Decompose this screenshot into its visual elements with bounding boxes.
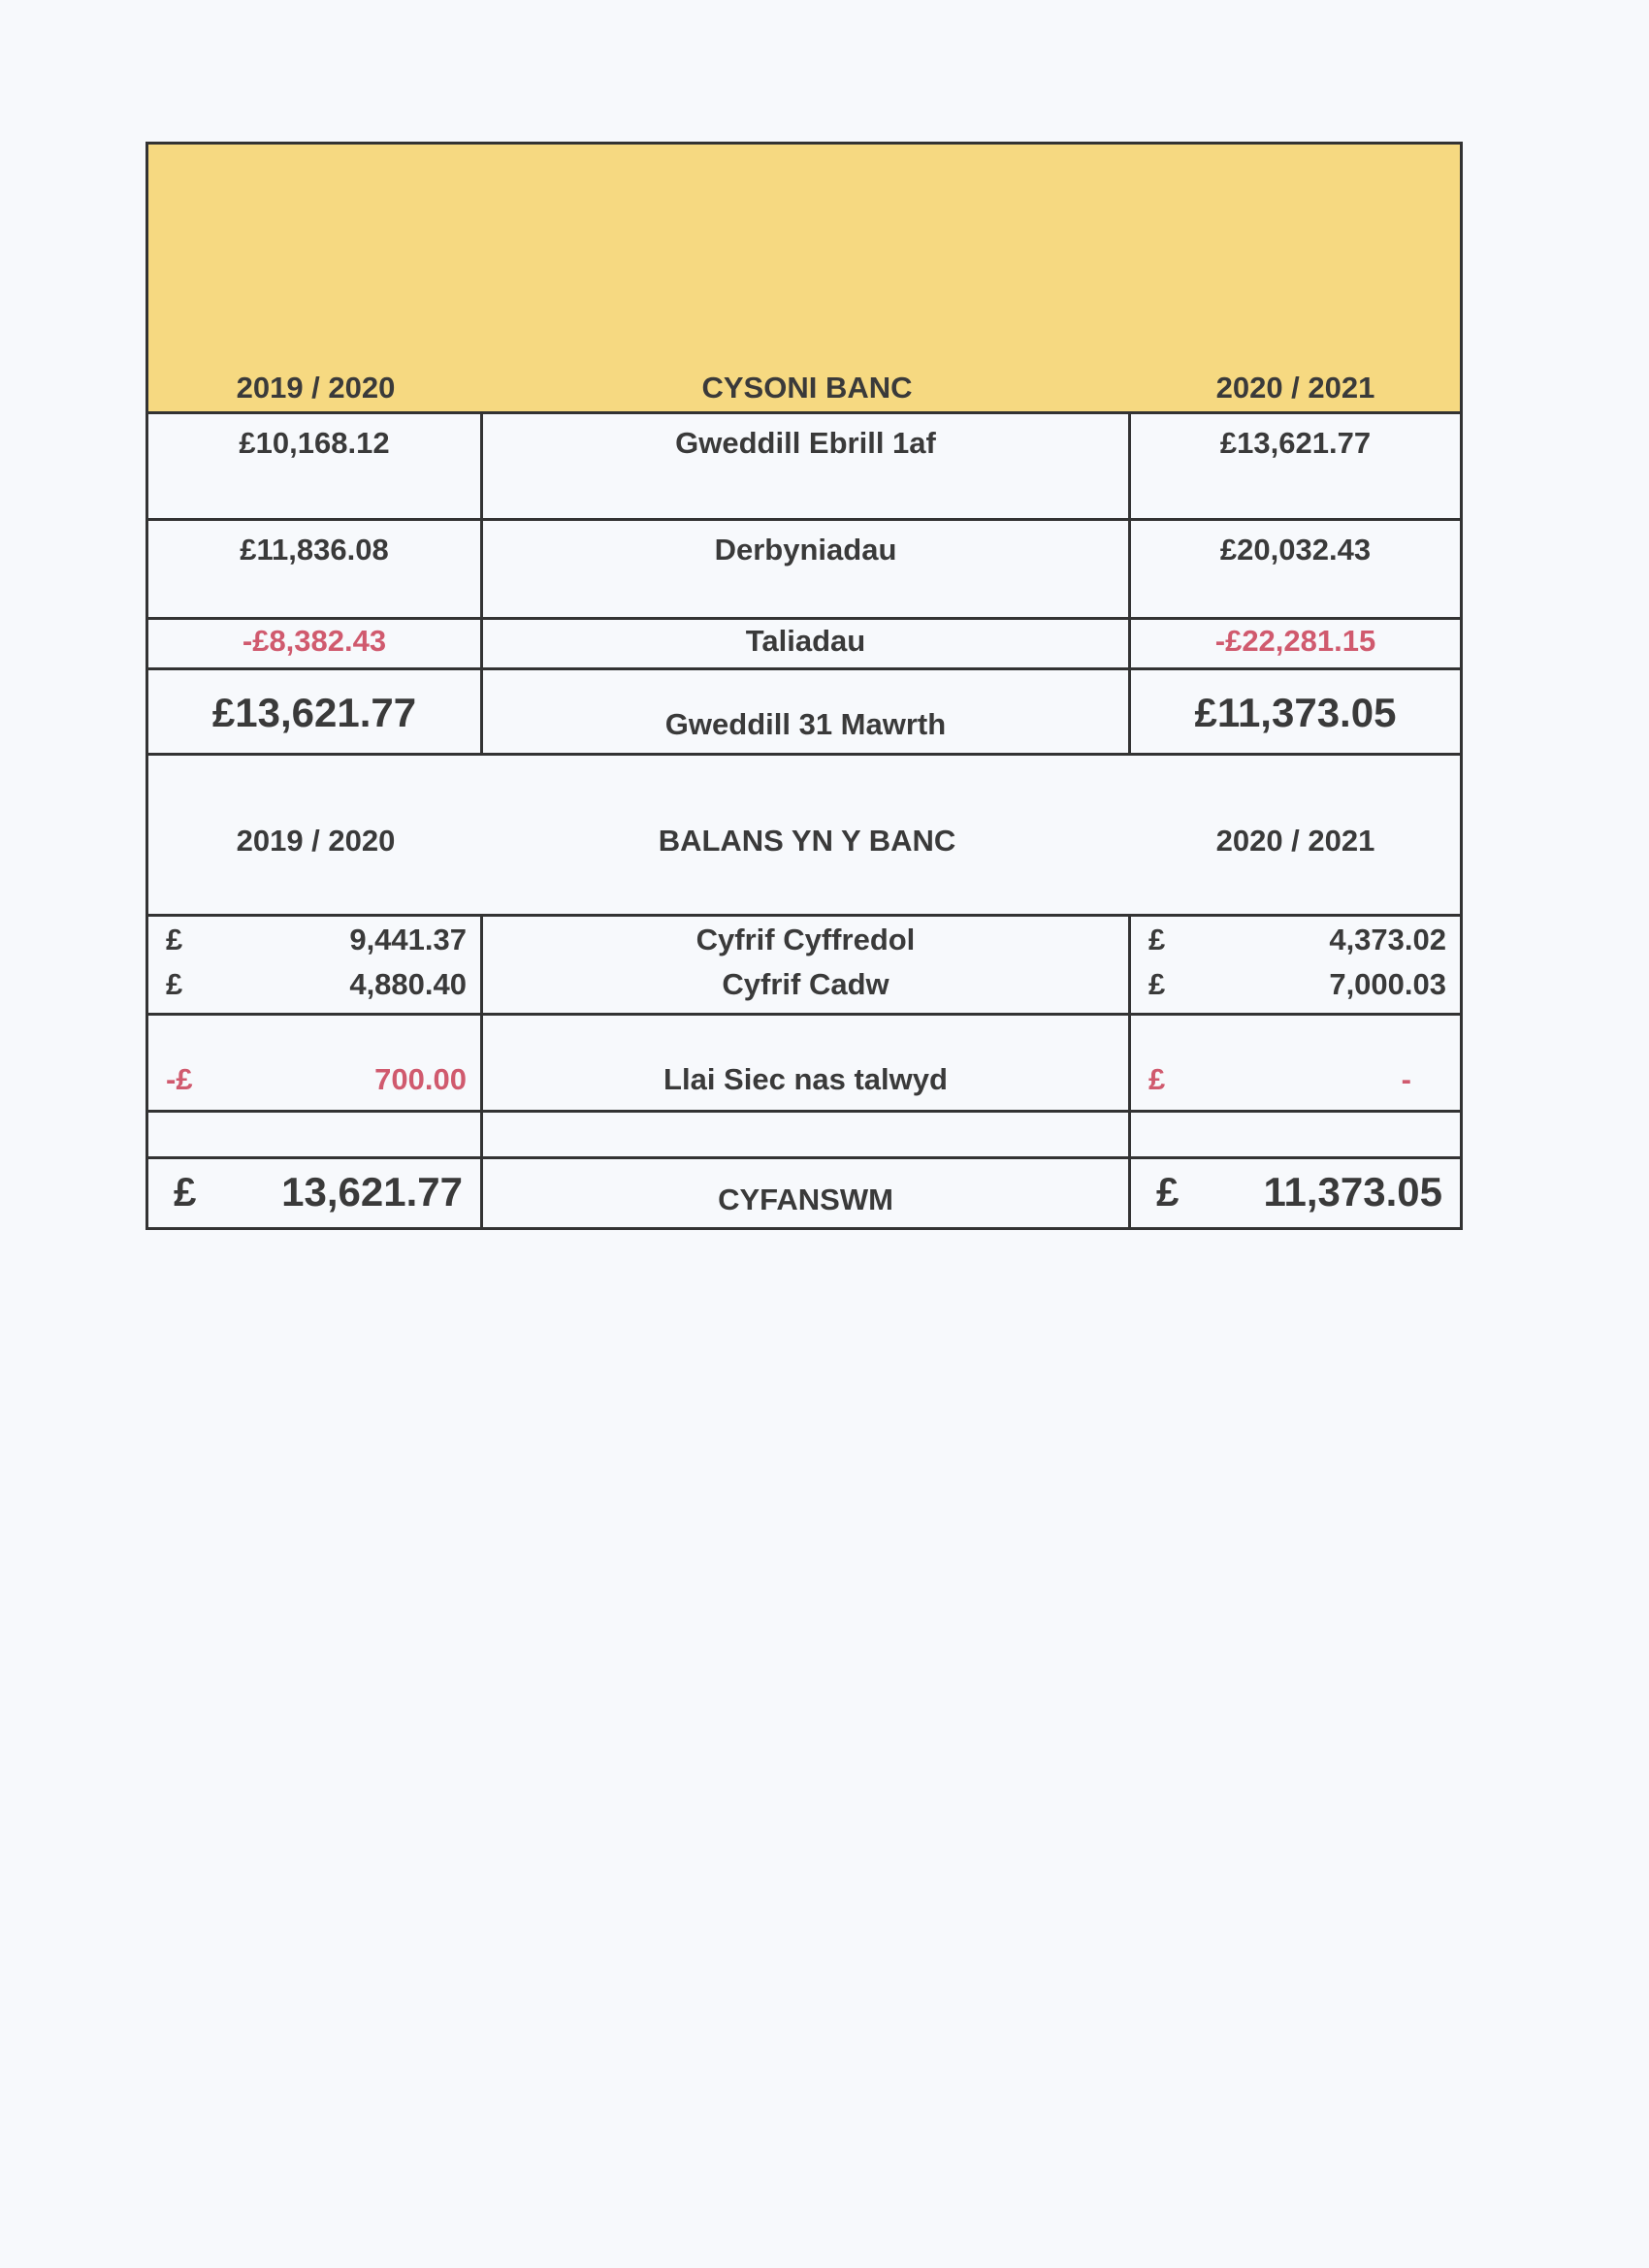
- header-year-right: 2020 / 2021: [1215, 371, 1375, 405]
- current-account-right: 4,373.02: [1329, 923, 1446, 956]
- total-row: [148, 1159, 1460, 1227]
- balance-header: [148, 756, 1460, 917]
- table-row: [148, 521, 1460, 620]
- balance-title: BALANS YN Y BANC: [658, 824, 956, 858]
- reserve-account-right: 7,000.03: [1329, 967, 1446, 1001]
- total-right: 11,373.05: [1263, 1169, 1442, 1215]
- header-year-left: 2019 / 2020: [236, 371, 396, 405]
- payments-left: -£8,382.43: [148, 620, 483, 667]
- currency-symbol: £: [1156, 1169, 1180, 1215]
- currency-symbol: £: [166, 923, 183, 956]
- reserve-account-left: 4,880.40: [349, 967, 467, 1001]
- total-left: 13,621.77: [281, 1169, 463, 1215]
- reserve-account-label: Cyfrif Cadw: [722, 967, 889, 1001]
- closing-label: Gweddill 31 Mawrth: [483, 670, 1131, 753]
- table-row: [148, 917, 1460, 1016]
- currency-symbol: -£: [166, 1062, 193, 1096]
- closing-left: £13,621.77: [148, 670, 483, 753]
- current-account-label: Cyfrif Cyffredol: [695, 923, 916, 956]
- currency-symbol: £: [1148, 1062, 1166, 1096]
- table-row: [148, 414, 1460, 521]
- currency-symbol: £: [166, 967, 183, 1001]
- current-account-left: 9,441.37: [349, 923, 467, 956]
- bank-reconciliation-table: [146, 142, 1463, 1230]
- opening-label: Gweddill Ebrill 1af: [483, 414, 1131, 518]
- receipts-right: £20,032.43: [1219, 533, 1372, 567]
- balance-year-right: 2020 / 2021: [1215, 824, 1375, 858]
- receipts-left: £11,836.08: [148, 521, 483, 617]
- table-row: [148, 1016, 1460, 1113]
- payments-right: -£22,281.15: [1214, 624, 1376, 658]
- balance-year-left: 2019 / 2020: [236, 824, 396, 858]
- table-row: [148, 620, 1460, 670]
- table-header: [148, 145, 1460, 414]
- empty-row: [148, 1113, 1460, 1159]
- closing-right: £11,373.05: [1194, 690, 1397, 735]
- total-label: CYFANSWM: [483, 1159, 1131, 1227]
- uncleared-label: Llai Siec nas talwyd: [483, 1016, 1131, 1110]
- uncleared-left: 700.00: [374, 1062, 467, 1096]
- payments-label: Taliadau: [483, 620, 1131, 667]
- opening-right: £13,621.77: [1219, 426, 1372, 460]
- table-row: [148, 670, 1460, 756]
- currency-symbol: £: [1148, 923, 1166, 956]
- uncleared-right: -: [1401, 1062, 1411, 1096]
- receipts-label: Derbyniadau: [483, 521, 1131, 617]
- header-title: CYSONI BANC: [701, 371, 913, 405]
- currency-symbol: £: [1148, 967, 1166, 1001]
- opening-left: £10,168.12: [148, 414, 483, 518]
- currency-symbol: £: [174, 1169, 197, 1215]
